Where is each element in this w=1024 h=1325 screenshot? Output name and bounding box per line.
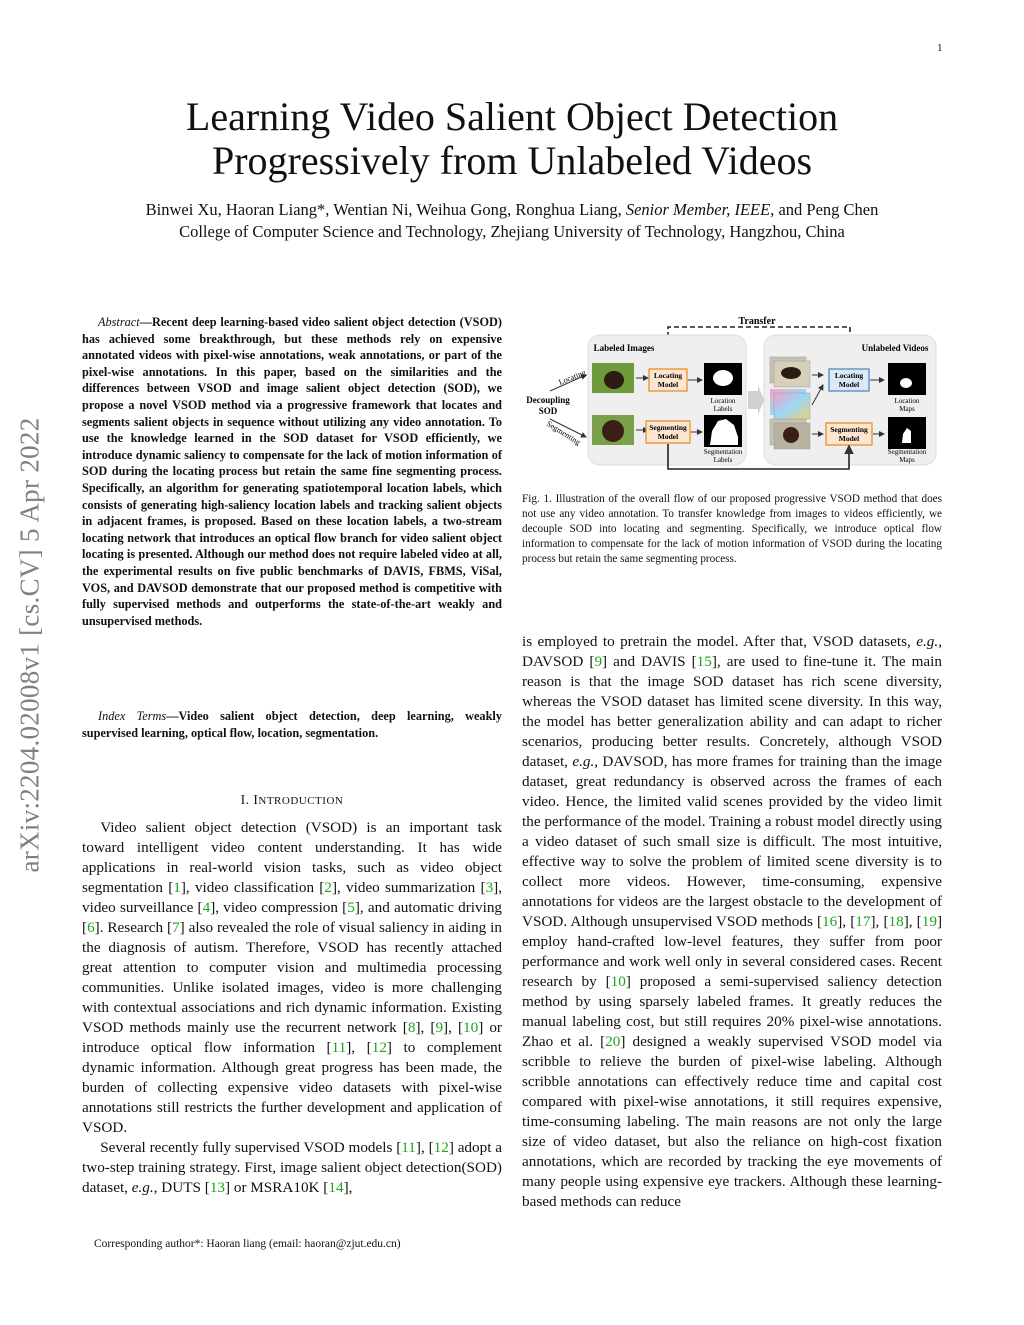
text-run: ], video classification [	[180, 879, 325, 896]
intro-paragraph-2	[82, 1138, 502, 1198]
authors-ieee: Senior Member, IEEE,	[625, 200, 775, 219]
citation-link[interactable]: 4	[202, 899, 211, 916]
title-line-2: Progressively from Unlabeled Videos	[211, 138, 813, 183]
italic-text: e.g.	[572, 753, 595, 770]
location-maps-caption-1: Location	[894, 397, 920, 405]
citation-link[interactable]: 12	[371, 1039, 387, 1056]
citation-link[interactable]: 18	[888, 913, 904, 930]
arxiv-identifier	[4, 360, 56, 930]
abstract	[82, 314, 502, 629]
affiliation: College of Computer Science and Technology, Zhejiang University of Technology, Hangzhou, China	[179, 222, 845, 241]
text-run: ], [	[415, 1139, 434, 1156]
segmenting-model-right-label-1: Segmenting	[830, 425, 868, 434]
author-block	[0, 199, 1024, 243]
locating-model-left-label-2: Model	[657, 380, 679, 389]
location-map-blob	[900, 378, 912, 388]
introduction-text	[82, 818, 502, 1198]
abstract-lead: Abstract	[97, 315, 140, 329]
locating-model-right-label-1: Locating	[834, 371, 864, 380]
text-run: ] or introduce optical flow information [	[82, 1019, 502, 1056]
citation-link[interactable]: 11	[331, 1039, 347, 1056]
arxiv-id-text: arXiv:2204.02008v1 [cs.CV] 5 Apr 2022	[14, 417, 45, 873]
text-run: Several recently fully supervised VSOD models [	[100, 1139, 402, 1156]
segmenting-model-left-label-1: Segmenting	[649, 423, 687, 432]
index-terms-text: —Video salient object detection, deep learning, weakly supervised learning, optical flow, location, segmentation.	[82, 709, 502, 740]
segmenting-model-left-label-2: Model	[657, 432, 679, 441]
figure-1-caption: Fig. 1. Illustration of the overall flow of our proposed progressive VSOD method that does not use any video annotation. To transfer knowledge from images to videos efficiently, we decouple SOD into locating and segmenting. Specifically, we introduce optical flow information to compensate for the lack of motion information of VSOD during the locating process but retain the same segmenting process.	[522, 493, 942, 565]
decoupling-label-1: Decoupling	[526, 395, 570, 405]
decoupling-label-2: SOD	[538, 406, 558, 416]
text-run: is employed to pretrain the model. After that, VSOD datasets,	[522, 633, 917, 650]
text-run: ] or MSRA10K [	[225, 1179, 329, 1196]
citation-link[interactable]: 3	[485, 879, 494, 896]
citation-link[interactable]: 10	[610, 973, 626, 990]
text-run: ] designed a weakly supervised VSOD model via scribble to relieve the burden of pixel-wise labeling. Although scribble annotations can effectively reduce time and capital cost compared with pixel-wise annotations, it still requires expensive, time-consuming labeling. The main reasons are not only the large size of video dataset, but also the reliance on high-cost fixation annotations, which are recorded by tracking the eye movements of many people using expensive eye trackers. Although these learning-based methods can reduce	[522, 1033, 942, 1210]
citation-link[interactable]: 14	[328, 1179, 344, 1196]
labeled-images-label: Labeled Images	[593, 343, 655, 353]
right-paragraph-1	[522, 632, 942, 1212]
citation-link[interactable]: 8	[407, 1019, 416, 1036]
citation-link[interactable]: 9	[435, 1019, 444, 1036]
citation-link[interactable]: 13	[209, 1179, 225, 1196]
italic-text: e.g.	[131, 1179, 154, 1196]
italic-text: e.g.	[916, 633, 939, 650]
transfer-label: Transfer	[738, 316, 776, 327]
text-run: ], [	[346, 1039, 372, 1056]
authors-main: Binwei Xu, Haoran Liang*, Wentian Ni, Weihua Gong, Ronghua Liang,	[145, 200, 622, 219]
section-title-first: I	[253, 792, 259, 807]
text-run: ] also revealed the role of visual saliency in aiding in the diagnosis of autism. Therefore, VSOD has recently attached great attention to computer vision and multimedia processing communities. Unlike isolated images, video is more challenging with contextual associations and rich dynamic information. Existing VSOD methods mainly use the recurrent network [	[82, 919, 502, 1036]
citation-link[interactable]: 17	[855, 913, 871, 930]
figure-1	[520, 313, 944, 473]
section-heading-introduction	[82, 792, 502, 808]
text-run: ], video surveillance [	[82, 879, 503, 916]
text-run: ], video compression [	[210, 899, 348, 916]
video-frame-4-subject	[783, 427, 799, 443]
abstract-text: —Recent deep learning-based video salient object detection (VSOD) has achieved some breakthrough, but these methods rely on expensive annotated videos with pixel-wise annotations, weak annotations, or part of the pixel-wise annotations. In this paper, based on the similarities and the differences between VSOD and image salient object detection (SOD), we propose a novel VSOD method via a progressive framework that locates and segments salient objects in sequence without utilizing any video annotation. To use the knowledge learned in the SOD dataset for VSOD efficiently, we introduce dynamic saliency to compensate for the lack of motion information of SOD during the locating process but retain the same fine segmenting process. Specifically, an algorithm for generating spatiotemporal location labels, which consists of generating high-saliency location labels and tracking salient objects in adjacent frames, is proposed. Based on these location labels, a two-stream locating network that introduces an optical flow branch for video salient object locating is presented. Although our method does not require labeled video at all, the experimental results on five public benchmarks of DAVIS, FBMS, ViSal, VOS, and DAVSOD demonstrate that our proposed method is competitive with fully supervised methods and outperforms the state-of-the-art weakly and unsupervised methods.	[82, 315, 502, 628]
text-run: , DAVSOD [	[522, 633, 942, 670]
section-title-rest: NTRODUCTION	[258, 795, 344, 807]
footnote: Corresponding author*: Haoran liang (email: haoran@zjut.edu.cn)	[94, 1238, 401, 1250]
text-run: ], and automatic driving [	[82, 899, 503, 936]
section-number: I.	[240, 792, 254, 807]
locating-model-left-label-1: Locating	[653, 371, 683, 380]
citation-link[interactable]: 6	[87, 919, 95, 936]
text-run: ]. Research [	[94, 919, 173, 936]
citation-link[interactable]: 5	[347, 899, 355, 916]
text-run: ] adopt a two-step training strategy. First, image salient object detection(SOD) dataset,	[82, 1139, 502, 1196]
locating-arrow-label: Locating	[557, 367, 588, 387]
text-run: ] employ hand-crafted low-level features, they suffer from poor performance and work well only in several considered cases. Recent research by [	[522, 913, 942, 990]
location-label-blob	[713, 370, 733, 386]
segmentation-labels-caption-2: Labels	[713, 456, 733, 464]
location-maps-caption-2: Maps	[899, 405, 915, 413]
image-1-subject	[604, 371, 624, 389]
panel-transition-arrow	[748, 385, 764, 415]
citation-link[interactable]: 16	[822, 913, 838, 930]
text-run: ], [	[443, 1019, 464, 1036]
location-labels-caption-2: Labels	[713, 405, 733, 413]
citation-link[interactable]: 20	[605, 1033, 621, 1050]
citation-link[interactable]: 1	[173, 879, 181, 896]
segmenting-model-right-label-2: Model	[838, 434, 860, 443]
citation-link[interactable]: 7	[172, 919, 180, 936]
text-run: ], [	[837, 913, 856, 930]
text-run: ], [	[903, 913, 922, 930]
index-terms	[82, 708, 502, 741]
segmentation-labels-caption-1: Segmentation	[703, 448, 743, 456]
text-run: ], are used to fine-tune it. The main reason is that the image SOD dataset has rich scene diversity, whereas the VSOD dataset has limited scene diversity. In this way, the model has better generalization ability and can adapt to richer scenarios, producing better results. Concretely, although VSOD dataset,	[522, 653, 942, 770]
intro-paragraph-1	[82, 818, 502, 1138]
location-labels-caption-1: Location	[710, 397, 736, 405]
segmentation-maps-caption-2: Maps	[899, 456, 915, 464]
authors-last: and Peng Chen	[778, 200, 879, 219]
paper-title	[0, 95, 1024, 183]
video-frame-2-subject	[781, 367, 801, 379]
text-run: , DAVSOD, has more frames for training than the image dataset, great redundancy is observed across the frames of each video. Hence, the limited valid scenes provided by the video limit the performance of the model. Training a robust model directly using a video dataset of such small size is difficult. The most intuitive, effective way to solve the problem of limited scene diversity is to collect more videos. However, time-consuming, expensive annotations for videos are the largest obstacle to the development of VSOD. Although unsupervised VSOD methods [	[522, 753, 942, 930]
optical-flow-frame-2	[774, 393, 810, 419]
text-run: Video salient object detection (VSOD) is an important task toward intelligent video content understanding. It has wide applications in real-world vision tasks, such as video object segmentation [	[82, 819, 502, 896]
citation-link[interactable]: 10	[463, 1019, 479, 1036]
author-list	[0, 199, 1024, 221]
title-line-1: Learning Video Salient Object Detection	[185, 94, 839, 139]
citation-link[interactable]: 19	[921, 913, 937, 930]
right-column-text	[522, 632, 942, 1212]
text-run: ], [	[870, 913, 889, 930]
index-terms-lead: Index Terms	[97, 709, 167, 723]
citation-link[interactable]: 9	[594, 653, 603, 670]
text-run: ] to complement dynamic information. Although great progress has been made, the burden of collecting expensive video datasets with pixel-wise annotations still restricts the further development and application of VSOD.	[82, 1039, 502, 1136]
text-run: ] proposed a semi-supervised saliency detection method by using sparsely labeled frames. It greatly reduces the manual labeling cost, but still requires 20% pixel-wise annotations. Zhao et al. [	[522, 973, 942, 1050]
text-run: , DUTS [	[153, 1179, 210, 1196]
locating-model-right-label-2: Model	[838, 380, 860, 389]
text-run: ] and DAVIS [	[602, 653, 697, 670]
citation-link[interactable]: 2	[324, 879, 332, 896]
citation-link[interactable]: 11	[401, 1139, 416, 1156]
figure-1-diagram	[520, 313, 944, 473]
citation-link[interactable]: 12	[433, 1139, 449, 1156]
text-run: ],	[343, 1179, 353, 1196]
text-run: ], [	[415, 1019, 436, 1036]
segmenting-arrow-label: Segmenting	[544, 419, 583, 447]
citation-link[interactable]: 15	[696, 653, 712, 670]
segmentation-maps-caption-1: Segmentation	[887, 448, 927, 456]
image-2-subject	[602, 420, 624, 442]
page-number: 1	[937, 42, 943, 54]
unlabeled-videos-label: Unlabeled Videos	[861, 343, 929, 353]
text-run: ], video summarization [	[331, 879, 486, 896]
